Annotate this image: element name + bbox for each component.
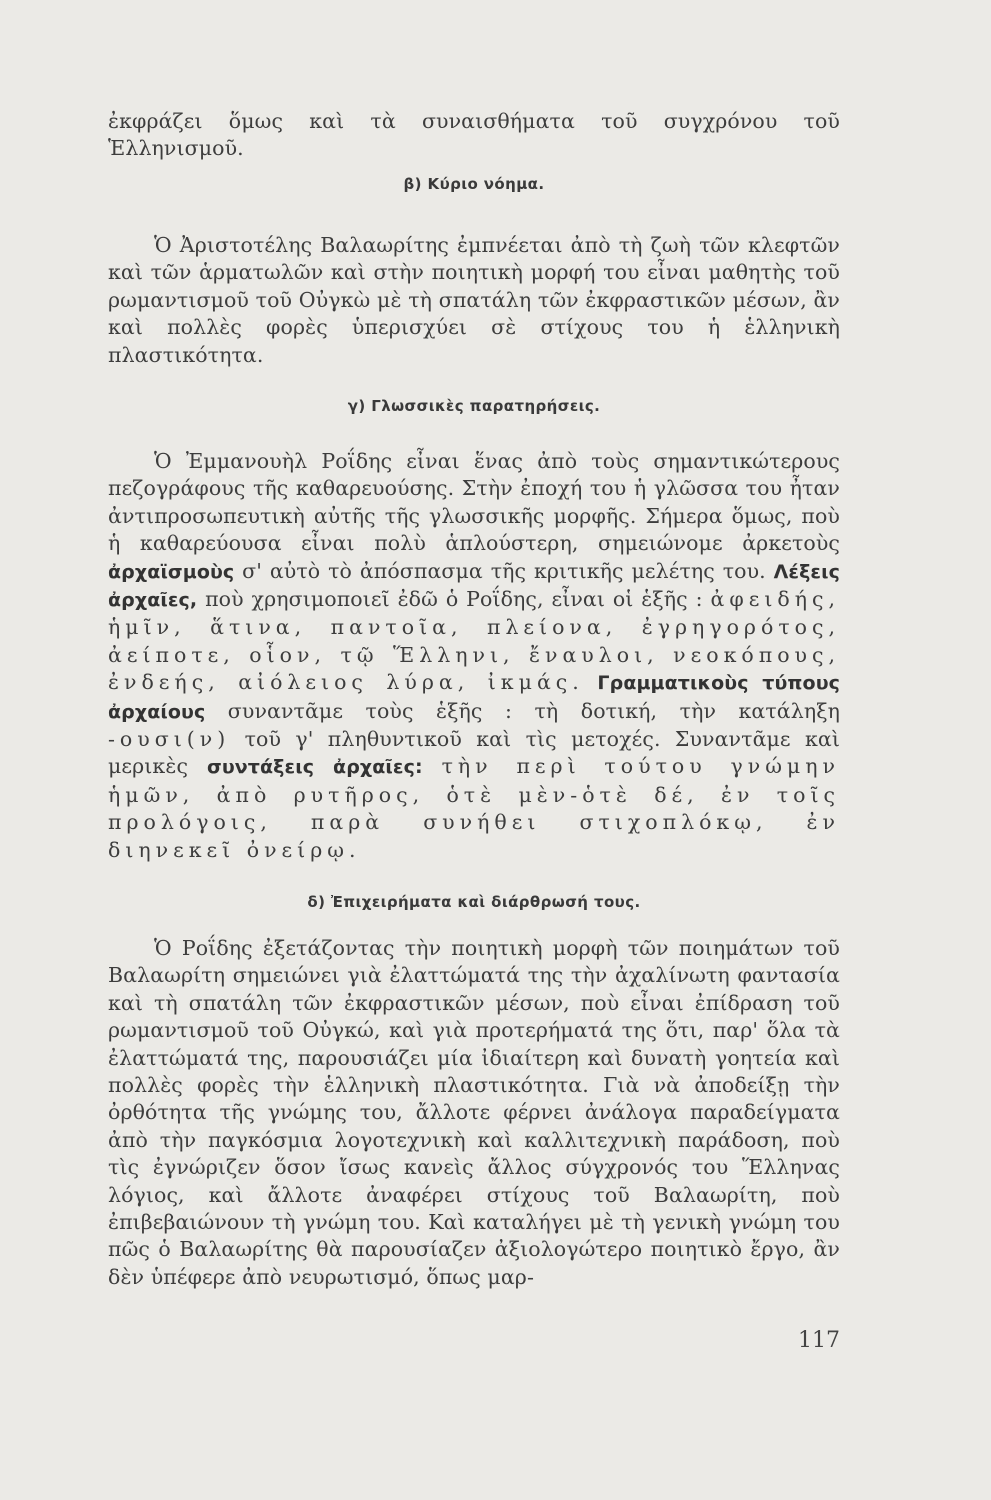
intro-block [108, 108, 840, 163]
section-g-text-4: συναντᾶμε τοὺς ἑξῆς : τὴ δοτική, τὴν κατάληξη [227, 698, 840, 723]
term-grammatical-types: Γραμματικοὺς τύπους ἀρχαίους [108, 672, 840, 723]
section-d-paragraph: Ὁ Ροΐδης ἐξετάζοντας τὴν ποιητικὴ μορφὴ τῶν ποιημάτων τοῦ Βαλαωρίτη σημειώνει γιὰ ἐλαττώματά της τὴν ἀχαλίνωτη φαντασία καὶ τὴ σπατάλη τῶν ἐκφραστικῶν μέσων, ποὺ εἶναι ἐπίδραση τοῦ ρωμαντισμοῦ τοῦ Οὐγκώ, καὶ γιὰ προτερήματά της ὅτι, παρ' ὅλα τὰ ἐλαττώματά της, παρουσιάζει μία ἰδιαίτερη καὶ δυνατὴ γοητεία καὶ πολλὲς φορὲς τὴν ἑλληνικὴ πλαστικότητα. Γιὰ νὰ ἀποδείξῃ τὴν ὀρθότητα τῆς γνώμης του, ἄλλοτε φέρνει ἀνάλογα παραδείγματα ἀπὸ τὴν παγκόσμια λογοτεχνικὴ καὶ καλλιτεχνικὴ παράδοση, ποὺ τὶς ἐγνώριζεν ὅσον ἴσως κανεὶς ἄλλος σύγχρονός του Ἕλληνας λόγιος, καὶ ἄλλοτε ἀναφέρει στίχους τοῦ Βαλαωρίτη, ποὺ ἐπιβεβαιώνουν τὴ γνώμη του. Καὶ καταλήγει μὲ τὴ γενικὴ γνώμη του πῶς ὁ Βαλαωρίτης θὰ παρουσίαζεν ἀξιολογώτερο ποιητικὸ ἔργο, ἂν δὲν ὑπέφερε ἀπὸ νευρωτισμό, ὅπως μαρ- [108, 936, 840, 1289]
ancient-syntax-list: τὴν περὶ τούτου γνώμην ἡμῶν, ἀπὸ ρυτῆρος, ὁτὲ μὲν-ὁτὲ δέ, ἐν τοῖς προλόγοις, παρὰ συνήθει στιχοπλόκῳ, ἐν διηνεκεῖ ὀνείρῳ. [108, 754, 841, 862]
section-g-heading: γ) Γλωσσικὲς παρατηρήσεις. [347, 397, 601, 415]
section-g-block [108, 448, 840, 864]
section-b-block [108, 232, 840, 369]
intro-paragraph: ἐκφράζει ὅμως καὶ τὰ συναισθήματα τοῦ συγχρόνου τοῦ Ἑλληνισμοῦ. [108, 109, 840, 161]
section-d-heading: δ) Ἐπιχειρήματα καὶ διάρθρωσή τους. [307, 893, 641, 911]
section-g-text-2: σ' αὐτὸ τὸ ἀπόσπασμα τῆς κριτικῆς μελέτης του. [242, 558, 766, 583]
term-ancient-words: Λέξεις ἀρχαῖες, [108, 560, 840, 612]
term-archaisms: ἀρχαϊσμοὺς [108, 560, 235, 583]
section-b-paragraph: Ὁ Ἀριστοτέλης Βαλαωρίτης ἐμπνέεται ἀπὸ τὴ ζωὴ τῶν κλεφτῶν καὶ τῶν ἁρματωλῶν καὶ στὴν ποιητικὴ μορφή του εἶναι μαθητὴς τοῦ ρωμαντισμοῦ τοῦ Οὐγκὼ μὲ τὴ σπατάλη τῶν ἐκφραστικῶν μέσων, ἂν καὶ πολλὲς φορὲς ὑπερισχύει σὲ στίχους του ἡ ἑλληνικὴ πλαστικότητα. [108, 233, 840, 367]
ancient-words-list: ἀφειδής, ἡμῖν, ἅτινα, παντοῖα, πλείονα, ἐγρηγορότος, ἀείποτε, οἷον, τῷ Ἕλληνι, ἔναυλοι, νεοκόπους, ἐνδεής, αἰόλειος λύρα, ἰκμάς. [108, 587, 840, 695]
section-d-block [108, 935, 840, 1291]
section-b-heading: β) Κύριο νόημα. [403, 175, 545, 193]
section-g-paragraph [108, 448, 840, 864]
page-number: 117 [798, 1328, 840, 1353]
section-g-text-5: τοῦ γ' πληθυντικοῦ καὶ τὶς μετοχές. Συναντᾶμε καὶ μερικὲς [108, 727, 840, 779]
section-g-text-1: Ὁ Ἐμμανουὴλ Ροΐδης εἶναι ἕνας ἀπὸ τοὺς σημαντικώτερους πεζογράφους τῆς καθαρευούσης. Στὴν ἐποχή του ἡ γλῶσσα του ἦταν ἀντιπροσωπευτικὴ αὐτῆς τῆς γλωσσικῆς μορφῆς. Σήμερα ὅμως, ποὺ ἡ καθαρεύουσα εἶναι πολὺ ἁπλούστερη, σημειώνομε ἀρκετοὺς [108, 449, 840, 556]
ending-form: -ουσι(ν) [108, 727, 231, 752]
term-ancient-syntax: συντάξεις ἀρχαῖες: [206, 756, 423, 779]
section-g-text-3: ποὺ χρησιμοποιεῖ ἐδῶ ὁ Ροΐδης, εἶναι οἱ ἑξῆς : [205, 587, 703, 612]
